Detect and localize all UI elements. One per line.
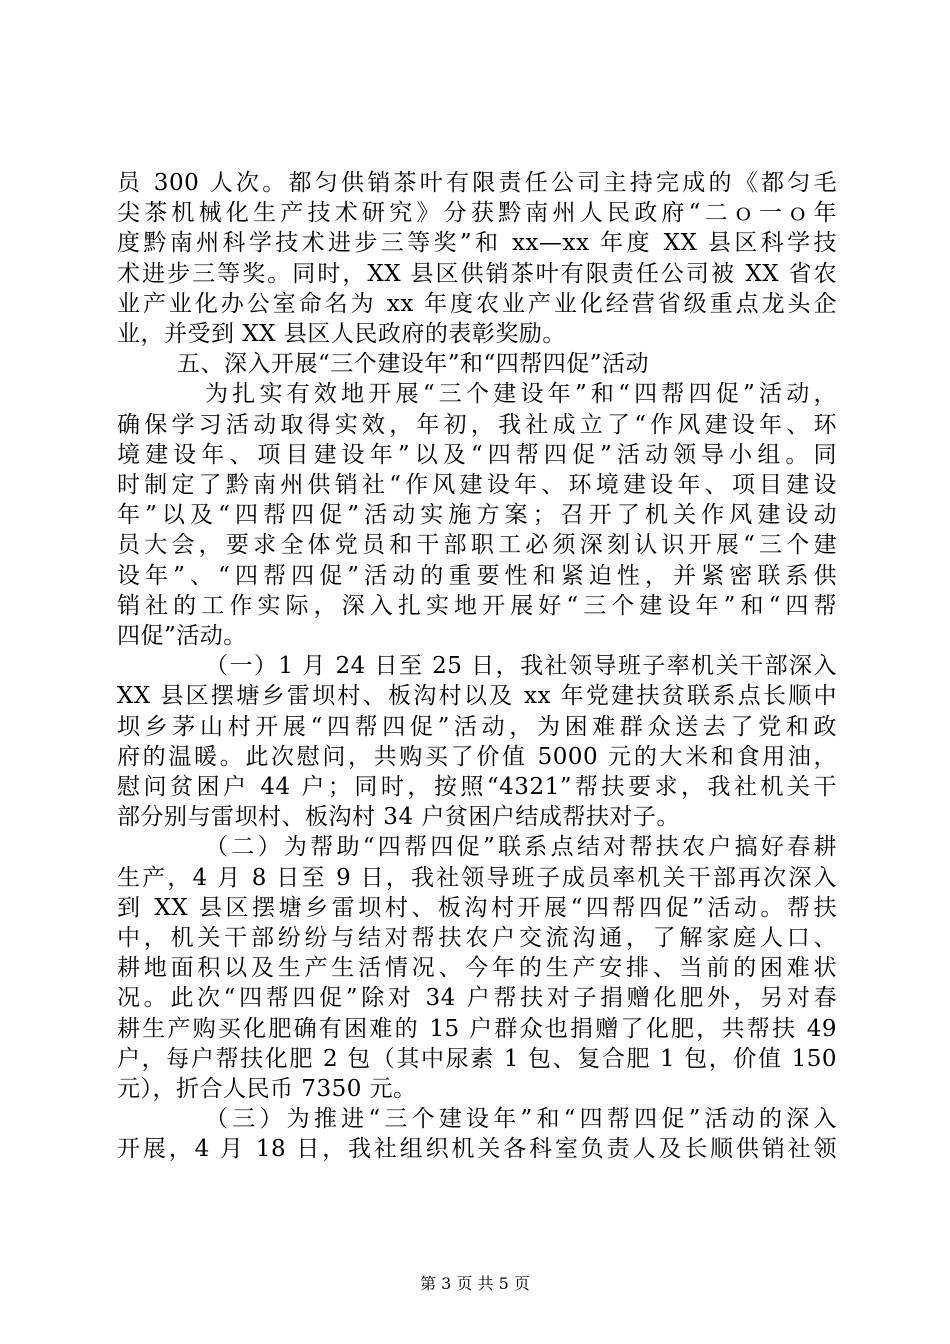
text-line: 府的温暖。此次慰问，共购买了价值 5000 元的大米和食用油， <box>117 743 837 770</box>
text-line: 年”以及“四帮四促”活动实施方案；召开了机关作风建设动 <box>117 502 837 529</box>
text-line: 慰问贫困户 44 户；同时，按照“4321”帮扶要求，我社机关干 <box>117 774 837 800</box>
text-line: 开展，4 月 18 日，我社组织机关各科室负责人及长顺供销社领 <box>117 1136 837 1163</box>
text-line: 部分别与雷坝村、板沟村 34 户贫困户结成帮扶对子。 <box>117 804 680 831</box>
text-line: 设年”、“四帮四促”活动的重要性和紧迫性，并紧密联系供 <box>117 562 837 589</box>
text-line: XX 县区摆塘乡雷坝村、板沟村以及 xx 年党建扶贫联系点长顺中 <box>117 683 837 710</box>
text-line: 元），折合人民币 7350 元。 <box>117 1076 417 1102</box>
text-line: 生产，4 月 8 日至 9 日，我社领导班子成员率机关干部再次深入 <box>117 864 837 891</box>
text-line: 为扎实有效地开展“三个建设年”和“四帮四促”活动， <box>205 381 837 408</box>
text-line: 坝乡茅山村开展“四帮四促”活动，为困难群众送去了党和政 <box>117 713 837 740</box>
text-line: 况。此次“四帮四促”除对 34 户帮扶对子捐赠化肥外，另对春 <box>117 985 837 1012</box>
text-line: 境建设年、项目建设年”以及“四帮四促”活动领导小组。同 <box>117 441 837 468</box>
text-line: 耕地面积以及生产生活情况、今年的生产安排、当前的困难状 <box>117 955 837 982</box>
text-line: 度黔南州科学技术进步三等奖”和 xx—xx 年度 XX 县区科学技 <box>117 230 837 257</box>
text-line: （一）1 月 24 日至 25 日，我社领导班子率机关干部深入 <box>205 653 837 680</box>
text-line: 耕生产购买化肥确有困难的 15 户群众也捐赠了化肥，共帮扶 49 <box>117 1015 837 1042</box>
text-line: 户，每户帮扶化肥 2 包（其中尿素 1 包、复合肥 1 包，价值 150 <box>117 1045 837 1072</box>
text-line: 员 300 人次。都匀供销茶叶有限责任公司主持完成的《都匀毛 <box>117 170 837 196</box>
text-line: 到 XX 县区摆塘乡雷坝村、板沟村开展“四帮四促”活动。帮扶 <box>117 894 837 921</box>
text-line: 尖茶机械化生产技术研究》分获黔南州人民政府“二ｏ一ｏ年 <box>117 200 837 227</box>
text-line: 术进步三等奖。同时，XX 县区供销茶叶有限责任公司被 XX 省农 <box>117 260 837 287</box>
text-line: 四促”活动。 <box>117 623 247 649</box>
text-line: 中，机关干部纷纷与结对帮扶农户交流沟通，了解家庭人口、 <box>117 925 837 951</box>
text-line: 业产业化办公室命名为 xx 年度农业产业化经营省级重点龙头企 <box>117 290 837 317</box>
text-line: （三）为推进“三个建设年”和“四帮四促”活动的深入 <box>205 1106 837 1133</box>
text-line: 员大会，要求全体党员和干部职工必须深刻认识开展“三个建 <box>117 532 837 559</box>
page-footer: 第 3 页 共 5 页 <box>420 1274 530 1293</box>
text-line: 五、深入开展“三个建设年”和“四帮四促”活动 <box>177 351 650 378</box>
text-line: 业，并受到 XX 县区人民政府的表彰奖励。 <box>117 321 566 347</box>
text-line: 时制定了黔南州供销社“作风建设年、环境建设年、项目建设 <box>117 472 837 498</box>
text-line: 销社的工作实际，深入扎实地开展好“三个建设年”和“四帮 <box>117 592 837 619</box>
text-line: （二）为帮助“四帮四促”联系点结对帮扶农户搞好春耕 <box>205 834 837 861</box>
text-line: 确保学习活动取得实效，年初，我社成立了“作风建设年、环 <box>117 411 837 438</box>
